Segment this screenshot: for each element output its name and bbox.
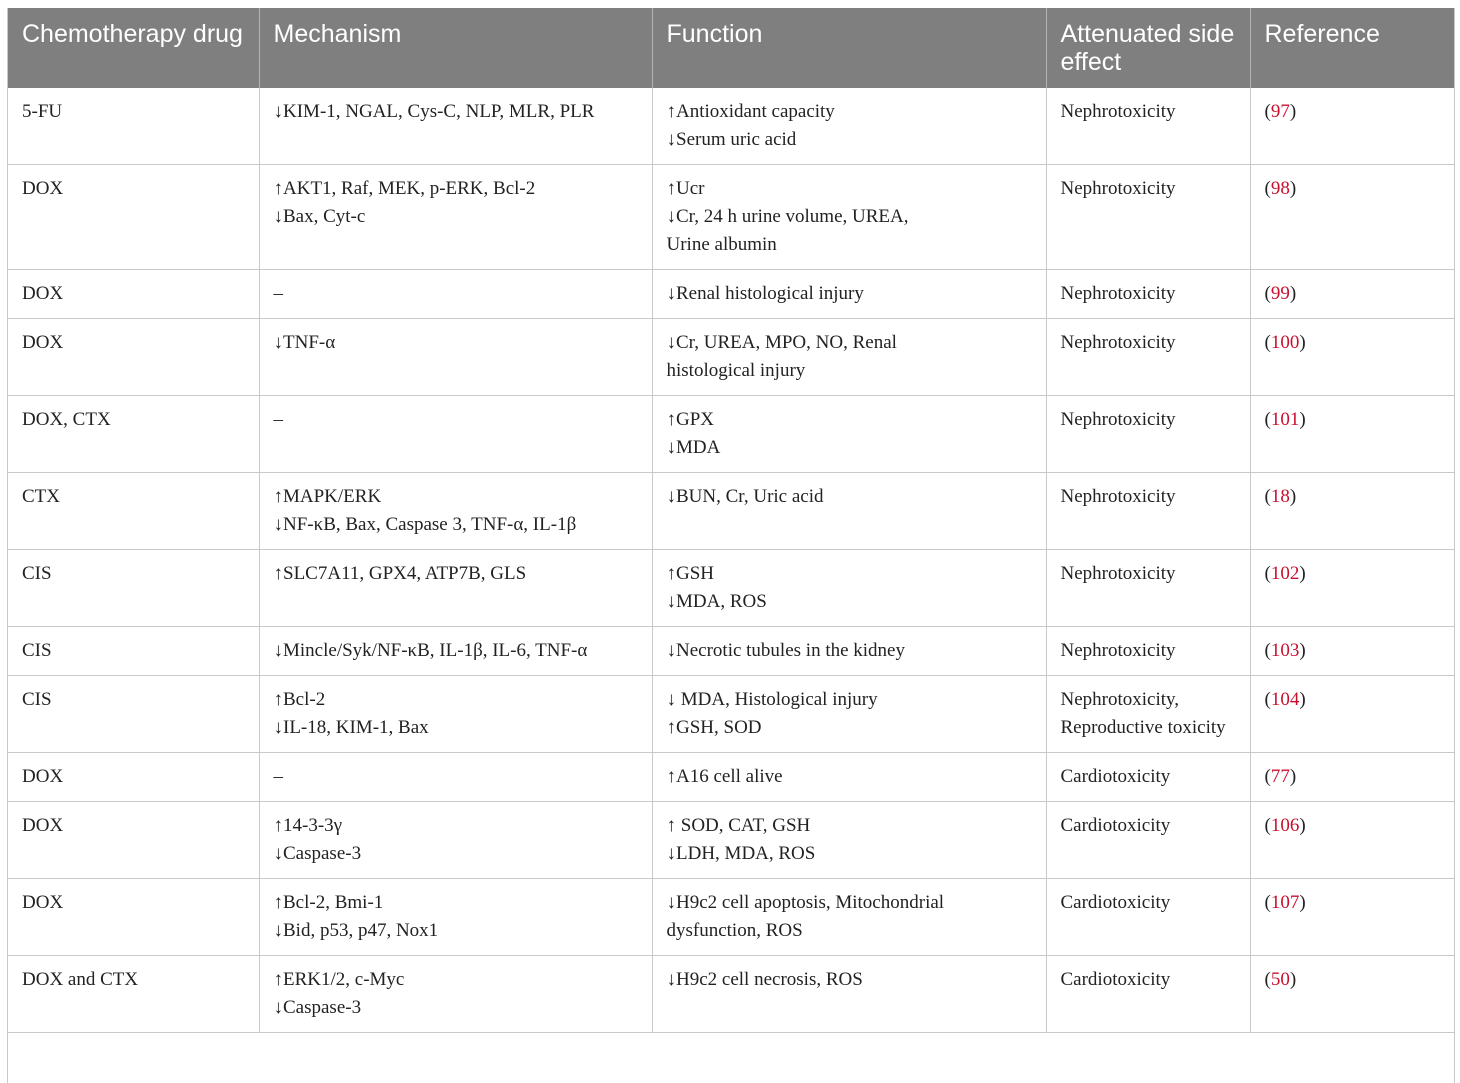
cell-side-effect-line: Nephrotoxicity <box>1061 483 1236 511</box>
cell-side-effect-line: Cardiotoxicity <box>1061 889 1236 917</box>
cell-function <box>652 88 1046 165</box>
table-row <box>8 319 1454 396</box>
cell-drug: DOX and CTX <box>8 956 259 1033</box>
data-table-container <box>7 8 1455 1083</box>
cell-reference: (107) <box>1250 879 1454 956</box>
header-row <box>8 8 1454 88</box>
cell-mechanism <box>259 550 652 627</box>
cell-function-line: ↓ MDA, Histological injury <box>667 686 1032 714</box>
reference-link[interactable]: 98 <box>1271 178 1290 199</box>
cell-mechanism-line: ↓Bid, p53, p47, Nox1 <box>274 917 638 945</box>
cell-function-line: ↑ SOD, CAT, GSH <box>667 812 1032 840</box>
cell-function <box>652 802 1046 879</box>
cell-reference: (77) <box>1250 753 1454 802</box>
reference-link[interactable]: 103 <box>1271 640 1300 661</box>
cell-drug: CIS <box>8 676 259 753</box>
cell-mechanism-line: ↓NF-κB, Bax, Caspase 3, TNF-α, IL-1β <box>274 511 638 539</box>
cell-reference: (102) <box>1250 550 1454 627</box>
cell-mechanism-line: ↓Bax, Cyt-c <box>274 203 638 231</box>
reference-link[interactable]: 104 <box>1271 689 1300 710</box>
cell-drug: DOX, CTX <box>8 396 259 473</box>
cell-mechanism <box>259 956 652 1033</box>
cell-side-effect <box>1046 396 1250 473</box>
reference-link[interactable]: 106 <box>1271 815 1300 836</box>
cell-side-effect-line: Nephrotoxicity <box>1061 560 1236 588</box>
cell-side-effect-line: Cardiotoxicity <box>1061 966 1236 994</box>
cell-side-effect <box>1046 676 1250 753</box>
cell-function-line: ↓LDH, MDA, ROS <box>667 840 1032 868</box>
cell-function-line: ↓H9c2 cell apoptosis, Mitochondrial <box>667 889 1032 917</box>
cell-side-effect-line: Cardiotoxicity <box>1061 763 1236 791</box>
reference-link[interactable]: 107 <box>1271 892 1300 913</box>
cell-function-line: ↓H9c2 cell necrosis, ROS <box>667 966 1032 994</box>
chemotherapy-table <box>8 8 1454 1083</box>
cell-side-effect-line: Reproductive toxicity <box>1061 714 1236 742</box>
cell-mechanism <box>259 396 652 473</box>
reference-link[interactable]: 97 <box>1271 101 1290 122</box>
cell-drug: DOX <box>8 753 259 802</box>
table-row <box>8 165 1454 270</box>
cell-mechanism-line: ↓Caspase-3 <box>274 994 638 1022</box>
cell-function <box>652 879 1046 956</box>
table-row <box>8 270 1454 319</box>
cell-side-effect <box>1046 319 1250 396</box>
cell-drug: DOX <box>8 879 259 956</box>
cell-mechanism <box>259 319 652 396</box>
cell-function-line: ↓Necrotic tubules in the kidney <box>667 637 1032 665</box>
cell-function-line: ↓Serum uric acid <box>667 126 1032 154</box>
table-row <box>8 753 1454 802</box>
reference-link[interactable]: 77 <box>1271 766 1290 787</box>
cell-side-effect <box>1046 753 1250 802</box>
cell-side-effect <box>1046 627 1250 676</box>
cell-function-line: ↓MDA <box>667 434 1032 462</box>
cell-mechanism-line: ↓TNF-α <box>274 329 638 357</box>
cell-reference: (103) <box>1250 627 1454 676</box>
cell-function-line: histological injury <box>667 357 1032 385</box>
cell-function <box>652 627 1046 676</box>
table-row <box>8 676 1454 753</box>
cell-function-line: ↓BUN, Cr, Uric acid <box>667 483 1032 511</box>
cell-mechanism-line: ↓Caspase-3 <box>274 840 638 868</box>
cell-side-effect-line: Nephrotoxicity <box>1061 406 1236 434</box>
cell-side-effect-line: Nephrotoxicity, <box>1061 686 1236 714</box>
table-row <box>8 956 1454 1033</box>
reference-link[interactable]: 99 <box>1271 283 1290 304</box>
table-row <box>8 396 1454 473</box>
cell-function-line: Urine albumin <box>667 231 1032 259</box>
cell-function-line: ↓MDA, ROS <box>667 588 1032 616</box>
table-row <box>8 627 1454 676</box>
cell-drug: CTX <box>8 473 259 550</box>
cell-mechanism-line: ↑ERK1/2, c-Myc <box>274 966 638 994</box>
cell-reference: (101) <box>1250 396 1454 473</box>
cell-function-line: ↓Cr, UREA, MPO, NO, Renal <box>667 329 1032 357</box>
cell-function-line: ↑Antioxidant capacity <box>667 98 1032 126</box>
cell-mechanism <box>259 802 652 879</box>
cell-function-line: ↑A16 cell alive <box>667 763 1032 791</box>
header-reference: Reference <box>1250 8 1454 88</box>
cell-function-line: dysfunction, ROS <box>667 917 1032 945</box>
cell-mechanism <box>259 165 652 270</box>
cell-function-line: ↓Cr, 24 h urine volume, UREA, <box>667 203 1032 231</box>
cell-function <box>652 319 1046 396</box>
cell-side-effect-line: Nephrotoxicity <box>1061 280 1236 308</box>
cell-reference: (100) <box>1250 319 1454 396</box>
cell-drug: DOX <box>8 270 259 319</box>
header-mechanism: Mechanism <box>259 8 652 88</box>
cell-mechanism-line: ↓KIM-1, NGAL, Cys-C, NLP, MLR, PLR <box>274 98 638 126</box>
cell-mechanism-line: ↑Bcl-2, Bmi-1 <box>274 889 638 917</box>
cell-side-effect <box>1046 473 1250 550</box>
cell-mechanism <box>259 627 652 676</box>
cell-reference: (50) <box>1250 956 1454 1033</box>
reference-link[interactable]: 101 <box>1271 409 1300 430</box>
cell-function <box>652 753 1046 802</box>
cell-mechanism <box>259 473 652 550</box>
cell-reference: (99) <box>1250 270 1454 319</box>
cell-reference: (98) <box>1250 165 1454 270</box>
cell-function <box>652 165 1046 270</box>
cell-function-line: ↑GPX <box>667 406 1032 434</box>
footer-space-cell <box>8 1033 1454 1083</box>
header-side-effect: Attenuated side effect <box>1046 8 1250 88</box>
header-function: Function <box>652 8 1046 88</box>
cell-function <box>652 956 1046 1033</box>
cell-side-effect-line: Nephrotoxicity <box>1061 329 1236 357</box>
cell-mechanism <box>259 879 652 956</box>
cell-side-effect-line: Cardiotoxicity <box>1061 812 1236 840</box>
cell-mechanism-line: – <box>274 406 638 434</box>
table-row <box>8 88 1454 165</box>
cell-mechanism-line: ↓Mincle/Syk/NF-κB, IL-1β, IL-6, TNF-α <box>274 637 638 665</box>
reference-link[interactable]: 50 <box>1271 969 1290 990</box>
cell-side-effect <box>1046 879 1250 956</box>
header-drug: Chemotherapy drug <box>8 8 259 88</box>
cell-side-effect <box>1046 165 1250 270</box>
cell-mechanism-line: ↓IL-18, KIM-1, Bax <box>274 714 638 742</box>
reference-link[interactable]: 100 <box>1271 332 1300 353</box>
cell-mechanism-line: – <box>274 763 638 791</box>
table-row <box>8 879 1454 956</box>
cell-function <box>652 473 1046 550</box>
cell-side-effect <box>1046 802 1250 879</box>
cell-side-effect-line: Nephrotoxicity <box>1061 175 1236 203</box>
cell-side-effect <box>1046 550 1250 627</box>
cell-drug: DOX <box>8 319 259 396</box>
cell-mechanism-line: – <box>274 280 638 308</box>
cell-mechanism-line: ↑14-3-3γ <box>274 812 638 840</box>
cell-reference: (106) <box>1250 802 1454 879</box>
cell-function-line: ↓Renal histological injury <box>667 280 1032 308</box>
cell-drug: DOX <box>8 802 259 879</box>
cell-reference: (18) <box>1250 473 1454 550</box>
cell-drug: DOX <box>8 165 259 270</box>
cell-side-effect <box>1046 956 1250 1033</box>
cell-function-line: ↑GSH <box>667 560 1032 588</box>
cell-reference: (104) <box>1250 676 1454 753</box>
cell-mechanism <box>259 270 652 319</box>
cell-mechanism-line: ↑AKT1, Raf, MEK, p-ERK, Bcl-2 <box>274 175 638 203</box>
reference-link[interactable]: 18 <box>1271 486 1290 507</box>
cell-side-effect-line: Nephrotoxicity <box>1061 98 1236 126</box>
cell-function <box>652 676 1046 753</box>
cell-drug: CIS <box>8 550 259 627</box>
cell-side-effect <box>1046 88 1250 165</box>
table-row <box>8 473 1454 550</box>
cell-function-line: ↑Ucr <box>667 175 1032 203</box>
cell-drug: CIS <box>8 627 259 676</box>
cell-mechanism-line: ↑Bcl-2 <box>274 686 638 714</box>
reference-link[interactable]: 102 <box>1271 563 1300 584</box>
cell-mechanism <box>259 88 652 165</box>
cell-mechanism <box>259 753 652 802</box>
table-row <box>8 550 1454 627</box>
table-body <box>8 88 1454 1083</box>
cell-function <box>652 270 1046 319</box>
cell-side-effect <box>1046 270 1250 319</box>
cell-side-effect-line: Nephrotoxicity <box>1061 637 1236 665</box>
cell-mechanism-line: ↑SLC7A11, GPX4, ATP7B, GLS <box>274 560 638 588</box>
cell-function-line: ↑GSH, SOD <box>667 714 1032 742</box>
cell-function <box>652 396 1046 473</box>
cell-function <box>652 550 1046 627</box>
cell-reference: (97) <box>1250 88 1454 165</box>
table-row <box>8 802 1454 879</box>
cell-mechanism-line: ↑MAPK/ERK <box>274 483 638 511</box>
cell-drug: 5-FU <box>8 88 259 165</box>
table-footer-space <box>8 1033 1454 1083</box>
cell-mechanism <box>259 676 652 753</box>
